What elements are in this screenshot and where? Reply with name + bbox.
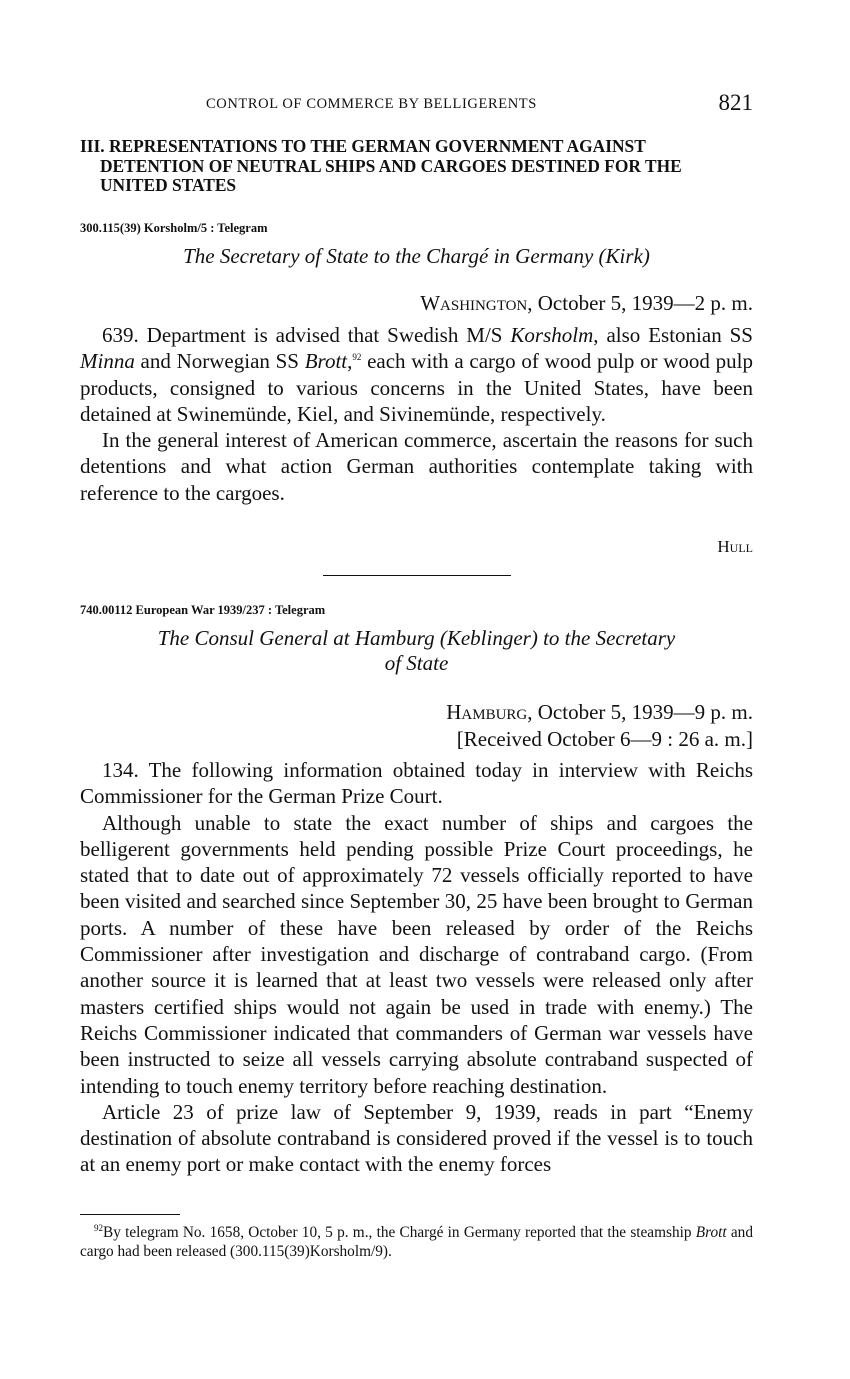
dateline (420, 291, 753, 316)
footnote-rule (80, 1214, 180, 1215)
document-title-line: of State (384, 651, 449, 675)
footnote-text (80, 1224, 753, 1261)
text-run: By telegram No. 1658, October 10, 5 p. m., the Chargé in Germany reported that the steamship (103, 1224, 696, 1241)
text-run: 639. Department is advised that Swedish M/S (102, 323, 511, 347)
paragraph: 134. The following information obtained today in interview with Reichs Commissioner for the German Prize Court. (80, 758, 753, 809)
ship-name: Korsholm (510, 323, 594, 347)
separator-rule (323, 575, 511, 576)
dateline (446, 700, 753, 725)
paragraph: 639. Department is advised that Swedish M/S Korsholm, also Estonian SS Minna and Norwegian SS Brott,$^{92}$ each with a cargo of wood pulp or wood pulp products, consigned to various concerns in the United States, have been detained at Swinemünde, Kiel, and Sivinemünde, respectively. (80, 323, 753, 426)
file-reference: 740.00112 European War 1939/237 : Telegram (80, 603, 326, 617)
paragraph: Article 23 of prize law of September 9, 1939, reads in part “Enemy destination of absolute contraband is considered proved if the vessel is to touch at an enemy port or make contact with the enemy forces (80, 1099, 753, 1177)
footnote-marker: 92 (94, 1222, 103, 1233)
section-heading-line: III. REPRESENTATIONS TO THE GERMAN GOVERNMENT AGAINST (80, 136, 646, 156)
paragraph: In the general interest of American commerce, ascertain the reasons for such detentions and what action German authorities contemplate taking with reference to the cargoes. (80, 428, 753, 505)
section-heading-line: UNITED STATES (100, 175, 237, 195)
document-title-line: The Consul General at Hamburg (Keblinger) to the Secretary (157, 626, 676, 650)
footnote-marker: 92 (352, 352, 362, 363)
text-run: each with a cargo of wood pulp or wood pulp products, consigned to various concerns in the United States, have been detained at Swinemünde, Kiel, and Sivinemünde, respectively. (80, 349, 753, 426)
dateline-date: , October 5, 1939—9 p. m. (527, 700, 753, 724)
section-heading (80, 137, 753, 196)
text-run: , also Estonian SS (593, 323, 753, 347)
signature: Hull (717, 537, 753, 556)
document-title: The Secretary of State to the Chargé in Germany (Kirk) (183, 244, 650, 268)
paragraph: Although unable to state the exact number of ships and cargoes the belligerent governments held pending possible Prize Court proceedings, he stated that to date out of approximately 72 vessels officially reported to have been visited and searched since September 30, 25 have been brought to German ports. A number of these have been released by order of the Reichs Commissioner after investigation and discharge of contraband cargo. (From another source it is learned that at least two vessels were released only after masters certified ships would not again be used in trade with enemy.) The Reichs Commissioner indicated that commanders of German war vessels have been instructed to seize all vessels carrying absolute contraband suspected of intending to touch enemy territory before reaching destination. (80, 810, 753, 1098)
file-reference: 300.115(39) Korsholm/5 : Telegram (80, 221, 268, 235)
ship-name: Brott (695, 1224, 727, 1241)
running-head (80, 90, 753, 120)
footnote (80, 1224, 753, 1261)
dateline-place: Hamburg (446, 700, 528, 724)
ship-name: Minna (80, 349, 135, 374)
received-line: [Received October 6—9 : 26 a. m.] (456, 727, 753, 751)
telegram-body (80, 757, 753, 1178)
dateline-date: , October 5, 1939—2 p. m. (527, 291, 753, 315)
running-title: CONTROL OF COMMERCE BY BELLIGERENTS (206, 96, 537, 112)
text-run: and cargo had been released (300.115(39)Korsholm/9). (80, 1224, 753, 1260)
page-number: 821 (718, 90, 753, 115)
section-heading-line: DETENTION OF NEUTRAL SHIPS AND CARGOES DESTINED FOR THE (100, 155, 682, 176)
ship-name: Brott (304, 349, 348, 374)
telegram-body (80, 322, 753, 506)
text-run: and Norwegian SS (134, 349, 305, 374)
dateline-place: Washington (420, 291, 528, 315)
document-title (80, 626, 753, 676)
